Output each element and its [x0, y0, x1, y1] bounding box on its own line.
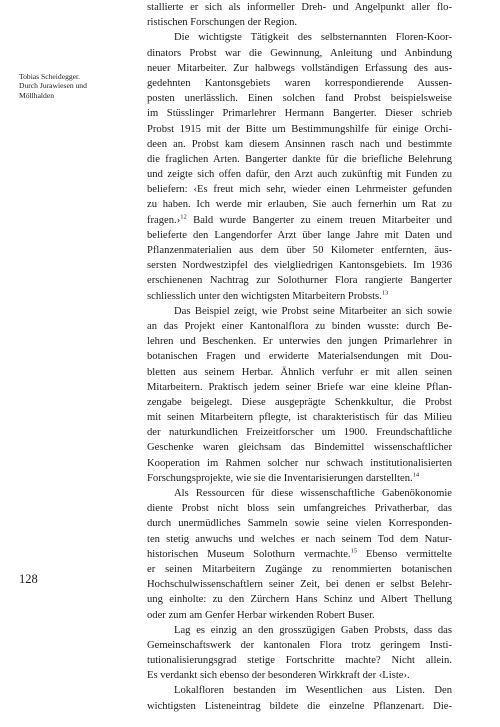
text-line-content: und zeigte sich offen dafür, den Arzt auch zukünftig mit Funden zu: [147, 169, 452, 181]
text-line: [147, 213, 452, 228]
text-line: [147, 152, 452, 167]
text-line: [147, 61, 452, 76]
text-line: [147, 486, 452, 501]
text-line-content: an das Projekt einer Kantonalflora zu binden wusste: durch Be-: [147, 320, 452, 332]
text-line-content: diente Probst nicht bloss sein umfangreiches Privatherbar, das: [147, 503, 452, 515]
text-line-content: dinators Probst war die Gewinnung, Anleitung und Anbindung: [147, 47, 452, 59]
footnote-marker[interactable]: 13: [381, 289, 389, 297]
text-line-content: er seinen Mitarbeitern Zugänge zu renommierten botanischen: [147, 563, 452, 575]
text-line-content: ung einholte: zu den Zürchern Hans Schinz und Albert Thellung: [147, 594, 452, 606]
text-line-content: Das Beispiel zeigt, wie Probst seine Mitarbeiter an sich sowie: [174, 305, 452, 317]
text-line-content: beliefern: ‹Es freut mich sehr, wieder einen Lehrmeister gefunden: [147, 184, 452, 196]
text-line: [147, 15, 452, 30]
text-line-content: historischen Museum Solothurn vermachte.: [147, 548, 351, 560]
text-line: [147, 122, 452, 137]
footnote-marker[interactable]: 14: [412, 471, 420, 479]
text-line: [147, 106, 452, 121]
text-line-content: Hochschulwissenschaftlern seiner Zeit, bei denen er selbst Belehr-: [147, 579, 452, 591]
text-line: [147, 334, 452, 349]
text-line-content: Kooperation im Rahmen solcher nur schwach institutionalisierten: [147, 457, 452, 469]
text-line: [147, 562, 452, 577]
text-line-content: Mitarbeitern. Praktisch jedem seiner Briefe war eine kleine Pflan-: [147, 381, 452, 393]
text-line: [147, 76, 452, 91]
text-line-content: Forschungsprojekte, wie sie die Inventarisierungen darstellten.: [147, 472, 413, 484]
text-line-content: im Stüsslinger Primarlehrer Hermann Bangerter. Dieser schrieb: [147, 108, 452, 120]
text-line: [147, 577, 452, 592]
text-line: [147, 365, 452, 380]
text-line-content: Lokalfloren bestanden im Wesentlichen aus Listen. Den: [174, 685, 452, 697]
text-line: [147, 395, 452, 410]
text-line-content: ten stetig anwuchs und welches er nach seinem Tod dem Natur-: [147, 533, 452, 545]
text-line: [147, 638, 452, 653]
text-line: [147, 471, 452, 486]
text-line-content: mit seinen Mitarbeitern pflegte, ist charakteristisch für das Milieu: [147, 412, 452, 424]
text-line-content: Als Ressourcen für diese wissenschaftliche Gabenökonomie: [174, 488, 452, 499]
text-line-content: belieferte den Langendorfer Arzt über lange Jahre mit Daten und: [147, 229, 452, 241]
text-line: [147, 608, 452, 623]
text-line-content: Probst 1915 mit der Bitte um Bestimmungshilfe für einige Orchi-: [147, 123, 452, 135]
text-line-content: stallierte er sich als informeller Dreh- und Angelpunkt aller flo-: [147, 2, 452, 13]
running-header-title-line-1: Durch Jurawiesen und: [19, 81, 87, 91]
text-line-content: Pflanzenmaterialien aus dem über 50 Kilometer entfernten, äus-: [147, 245, 452, 256]
text-line: [147, 547, 452, 562]
text-line-content: zengabe beigelegt. Diese ausgeprägte Schenkkultur, die Probst: [147, 396, 452, 408]
footnote-marker[interactable]: 15: [350, 547, 358, 555]
text-line-content: erschienenen Nachtrag zur Solothurner Flora rangierte Bangerter: [147, 275, 452, 287]
text-line-content: wichtigsten Listeneintrag bildete die einzelne Pflanzenart. Die-: [147, 700, 452, 712]
body-text: [147, 0, 452, 714]
text-line-content: die fraglichen Arten. Bangerter dankte für die briefliche Belehrung: [147, 153, 452, 165]
text-line: [147, 653, 452, 668]
text-line-continuation: Ebenso vermittelte: [357, 548, 452, 560]
text-line: [147, 380, 452, 395]
text-line-content: schliesslich unter den wichtigsten Mitarbeitern Probsts.: [147, 290, 382, 302]
text-line-content: sersten Nordwestzipfel des vielgliedrigen Kantonsgebiets. Im 1936: [147, 260, 452, 272]
text-line: [147, 46, 452, 61]
text-line: [147, 258, 452, 273]
text-line: [147, 425, 452, 440]
text-line-content: Es verdankt sich ebenso der besonderen Wirkkraft der ‹Liste›.: [147, 670, 410, 682]
text-line-content: der naturkundlichen Freizeitforscher um 1900. Freundschaftliche: [147, 427, 452, 439]
running-header: [19, 72, 119, 100]
text-line: [147, 91, 452, 106]
text-line-content: neuer Mitarbeiter. Zur halbwegs vollständigen Erfassung des aus-: [147, 62, 452, 74]
text-line: [147, 273, 452, 288]
text-line: [147, 456, 452, 471]
text-line: [147, 167, 452, 182]
text-line: [147, 683, 452, 698]
text-line-content: Lag es einzig an den grosszügigen Gaben Probsts, dass das: [174, 624, 452, 636]
text-line-content: fragen.›: [147, 214, 181, 226]
text-line-content: lehren und Beschenken. Er unterwies den jungen Primarlehrer in: [147, 336, 452, 348]
text-line: [147, 182, 452, 197]
text-line: [147, 228, 452, 243]
text-line: [147, 668, 452, 683]
text-line: [147, 0, 452, 15]
text-line-content: zu haben. Ich werde mir erlauben, Sie auch fernerhin um Rat zu: [147, 199, 452, 211]
text-line-content: Die wichtigste Tätigkeit des selbsternannten Floren-Koor-: [174, 32, 452, 44]
text-line: [147, 501, 452, 516]
text-line: [147, 516, 452, 531]
text-line: [147, 243, 452, 258]
text-line: [147, 623, 452, 638]
text-line-content: Gemeinschaftswerk der kantonalen Flora trotz geringem Insti-: [147, 639, 452, 651]
text-line: [147, 532, 452, 547]
text-line: [147, 137, 452, 152]
text-line-content: Geschenke waren gleichsam das Bindemittel wissenschaftlicher: [147, 442, 452, 454]
text-line: [147, 349, 452, 364]
text-line: [147, 319, 452, 334]
page-number: 128: [19, 572, 38, 586]
text-line-content: posten unerlässlich. Einen solchen fand Probst beispielsweise: [147, 93, 452, 105]
text-line-continuation: Bald wurde Bangerter zu einem treuen Mitarbeiter und: [186, 214, 452, 226]
running-header-author: Tobias Scheidegger.: [19, 72, 81, 81]
text-line-content: oder zum am Genfer Herbar wirkenden Robert Buser.: [147, 609, 375, 621]
footnote-marker[interactable]: 12: [180, 213, 187, 221]
text-line: [147, 592, 452, 607]
text-line: [147, 410, 452, 425]
text-line-content: gedehnten Kantonsgebiets waren korrespondierende Aussen-: [147, 77, 452, 89]
text-line-content: bletten aus seinem Herbar. Ähnlich verfuhr er mit allen seinen: [147, 366, 452, 378]
text-line-content: durch unermüdliches Sammeln sowie seine vielen Korresponden-: [147, 518, 452, 530]
text-line: [147, 699, 452, 714]
text-line: [147, 289, 452, 304]
text-line: [147, 440, 452, 455]
text-line: [147, 197, 452, 212]
text-line: [147, 30, 452, 45]
text-line-content: deen an. Probst kam diesem Ansinnen rasch nach und bestimmte: [147, 138, 452, 150]
text-line-content: tutionalisierungsgrad stetige Fortschritte machte? Nicht allein.: [147, 655, 452, 667]
running-header-title-line-2: Möllhalden: [19, 90, 55, 100]
text-line: [147, 304, 452, 319]
text-line-content: ristischen Forschungen der Region.: [147, 17, 298, 29]
text-line-content: botanischen Fragen und erwiderte Materialsendungen mit Dou-: [147, 351, 452, 363]
